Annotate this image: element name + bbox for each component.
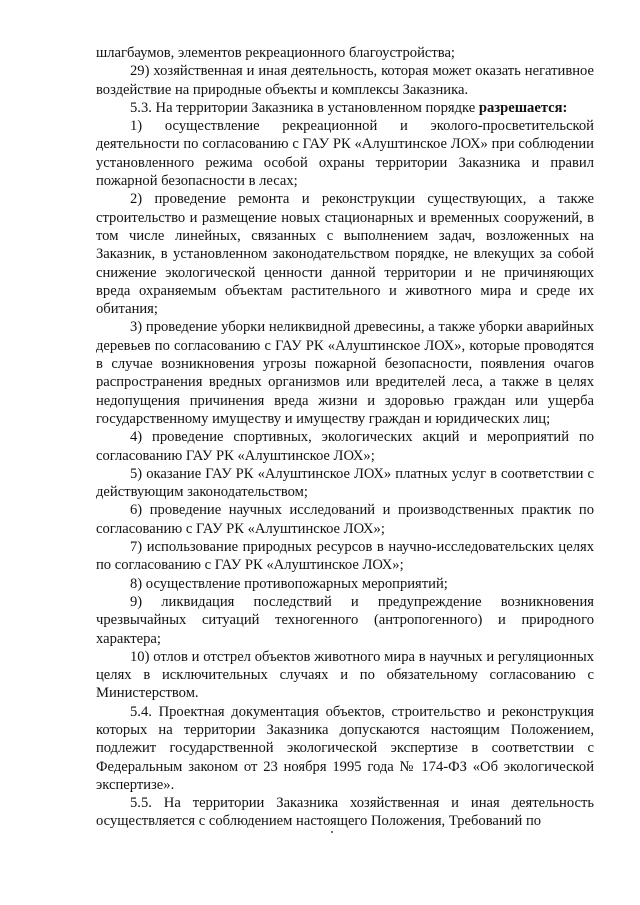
section-5-3-bold: разрешается:: [478, 99, 568, 116]
paragraph-item-8: 8) осуществление противопожарных мероприятий;: [130, 575, 448, 592]
scan-speck: [331, 831, 333, 833]
paragraph-section-5-3: [96, 99, 594, 117]
paragraph-item-7: 7) использование природных ресурсов в научно-исследовательских целях по согласованию с ГАУ РК «Алуштинское ЛОХ»;: [96, 539, 594, 574]
paragraph-item-9: 9) ликвидация последствий и предупреждение возникновения чрезвычайных ситуаций техногенного (антропогенного) и природного характера;: [96, 593, 594, 647]
paragraph-item-2: 2) проведение ремонта и реконструкции существующих, а также строительство и размещение новых стационарных и временных сооружений, в том числе линейных, связанных с выполнением задач, возложенных на Заказник, в установленном законодательством порядке, не влекущих за собой снижение экологической ценности данной территории и не причиняющих вреда охраняемым объектам растительного и животного мира и среде их обитания;: [96, 191, 594, 318]
paragraph-item-1: 1) осуществление рекреационной и эколого-просветительской деятельности по согласованию с ГАУ РК «Алуштинское ЛОХ» при соблюдении установленного режима особой охраны территории Заказника и правил пожарной безопасности в лесах;: [96, 118, 594, 190]
paragraph-item-5: 5) оказание ГАУ РК «Алуштинское ЛОХ» платных услуг в соответствии с действующим законодательством;: [96, 465, 594, 501]
paragraph-section-5-5: 5.5. На территории Заказника хозяйственная и иная деятельность осуществляется с соблюдением настоящего Положения, Требований по: [96, 795, 594, 830]
paragraph-item-4: 4) проведение спортивных, экологических акций и мероприятий по согласованию ГАУ РК «Алуштинское ЛОХ»;: [96, 429, 594, 464]
document-page: [96, 44, 594, 831]
paragraph-continuation: шлагбаумов, элементов рекреационного благоустройства;: [96, 45, 455, 61]
section-5-3-text: 5.3. На территории Заказника в установленном порядке: [130, 99, 479, 116]
paragraph-item-29: 29) хозяйственная и иная деятельность, которая может оказать негативное воздействие на природные объекты и комплексы Заказника.: [96, 63, 594, 98]
paragraph-item-3: 3) проведение уборки неликвидной древесины, а также уборки аварийных деревьев по согласованию с ГАУ РК «Алуштинское ЛОХ», которые проводятся в случае возникновения угрозы пожарной безопасности, появления очагов распространения вредных организмов или вредителей леса, а также в целях недопущения причинения вреда жизни и здоровью граждан или ущерба государственному имуществу и имуществу граждан и юридических лиц;: [96, 319, 594, 427]
paragraph-section-5-4: 5.4. Проектная документация объектов, строительство и реконструкция которых на территории Заказника допускаются настоящим Положением, подлежит государственной экологической экспертизе в соответствии с Федеральным законом от 23 ноября 1995 года № 174-ФЗ «Об экологической экспертизе».: [96, 703, 594, 793]
paragraph-item-10: 10) отлов и отстрел объектов животного мира в научных и регуляционных целях в исключительных случаях и по обязательному согласованию с Министерством.: [96, 648, 594, 702]
paragraph-item-6: 6) проведение научных исследований и производственных практик по согласованию с ГАУ РК «Алуштинское ЛОХ»;: [96, 502, 594, 537]
